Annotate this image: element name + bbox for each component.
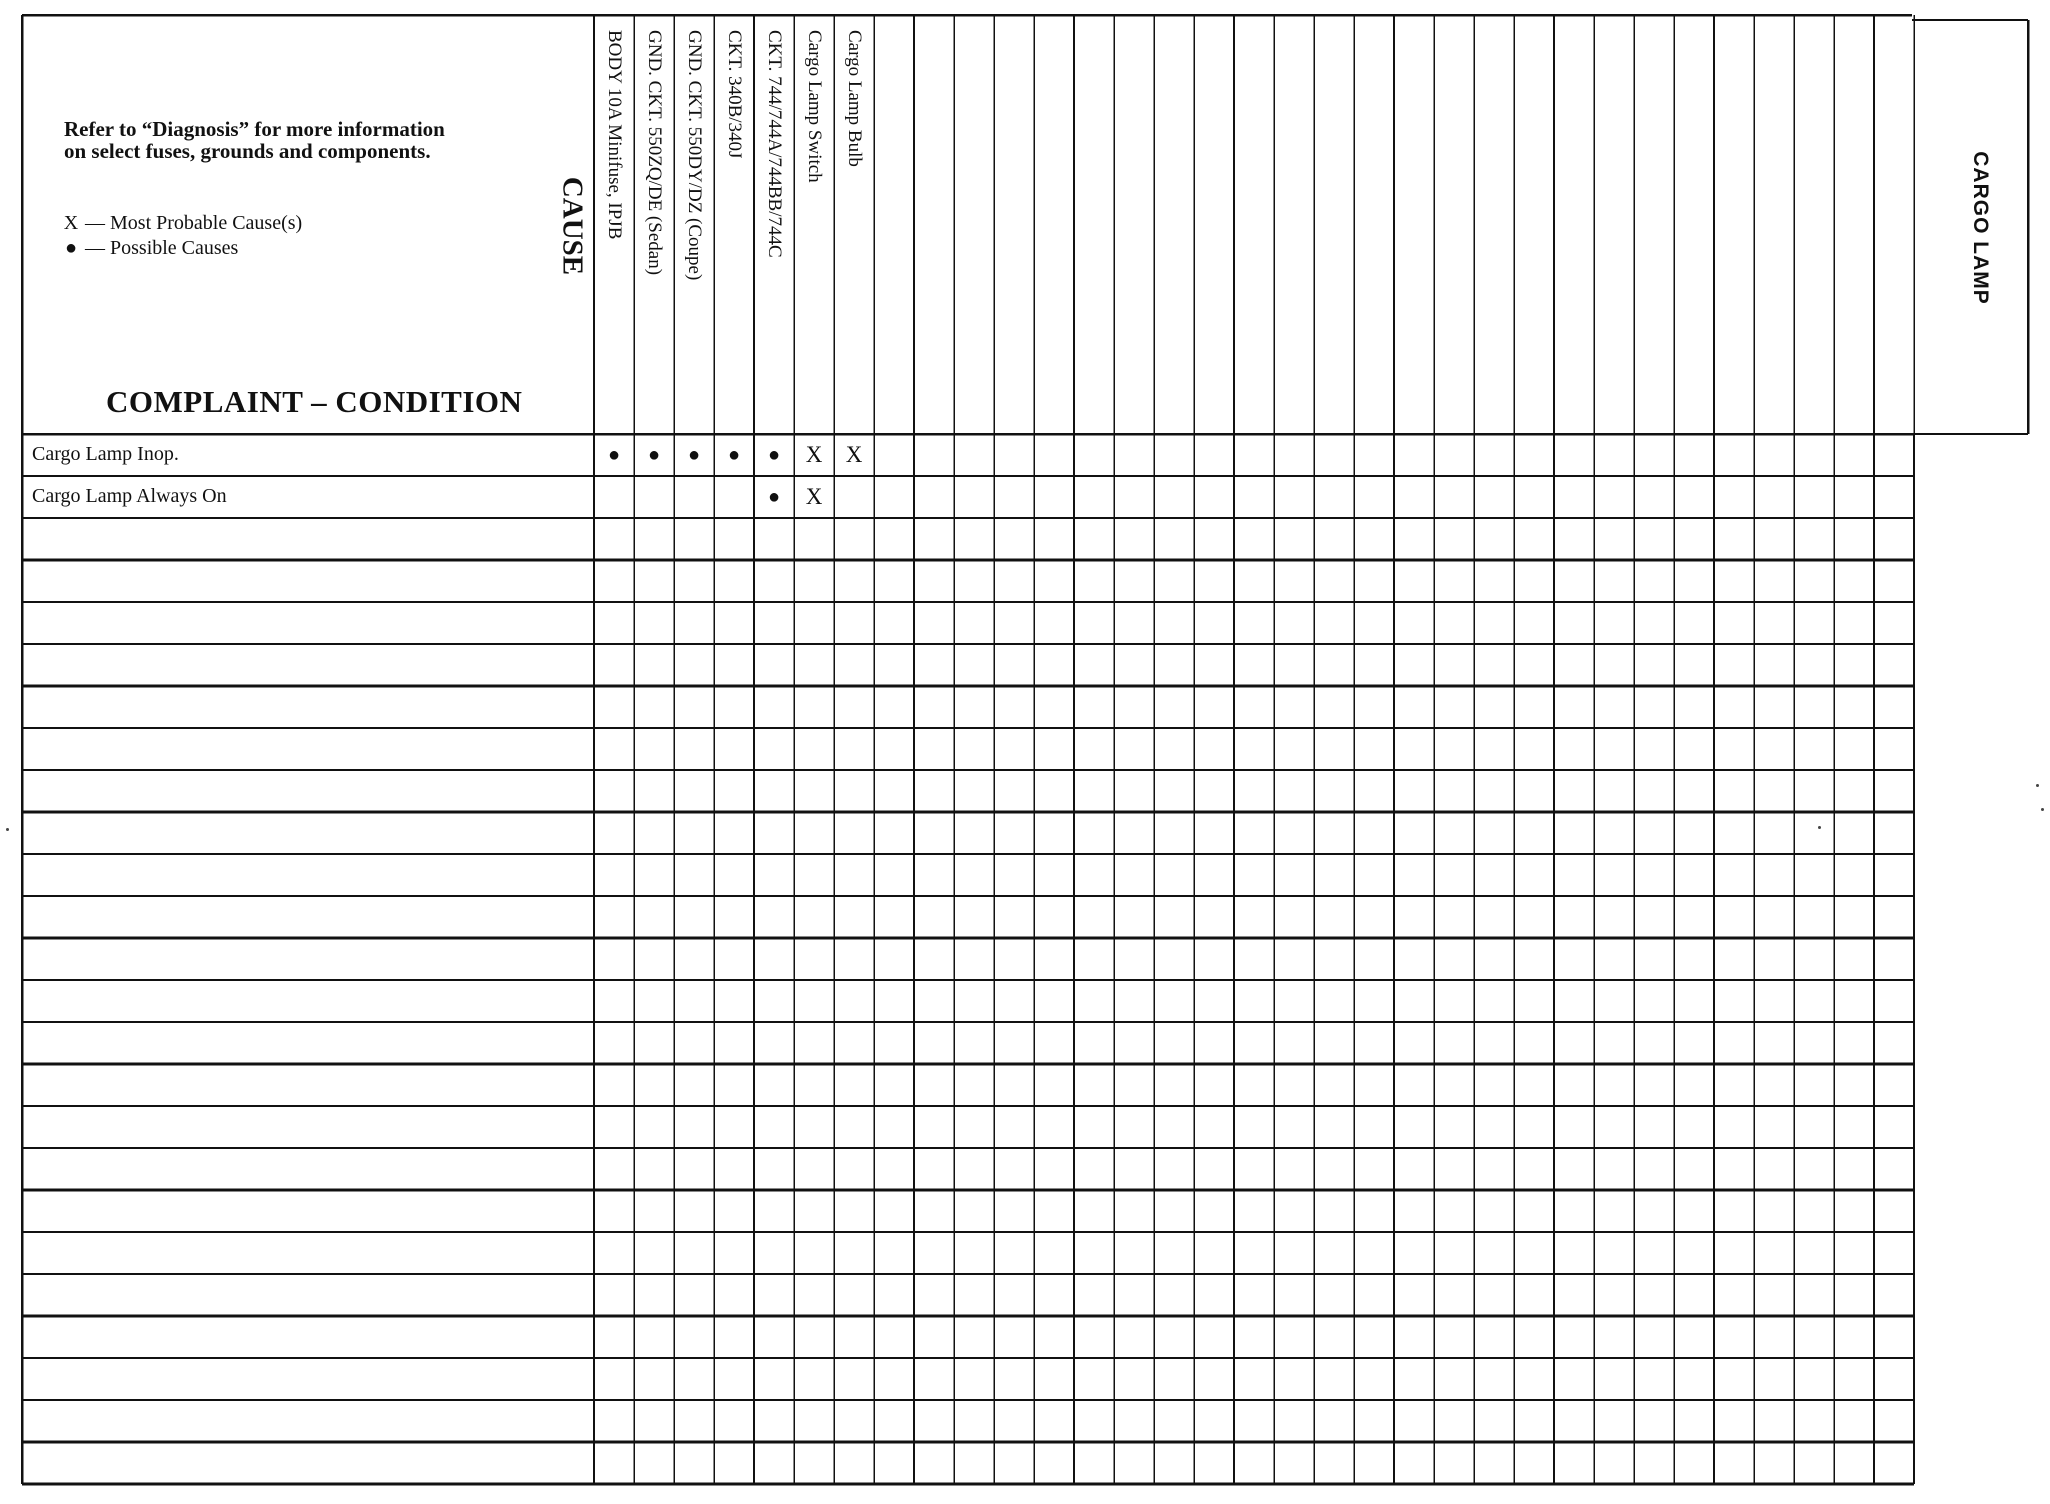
legend-instruction-line-2: on select fuses, grounds and components. [64, 139, 431, 163]
possible-cause-mark: ● [767, 444, 781, 466]
complaint-label: Cargo Lamp Always On [32, 485, 227, 507]
scan-speck [6, 828, 9, 831]
probable-cause-mark: X [805, 484, 823, 509]
legend-instruction [64, 118, 524, 162]
scan-speck [2036, 784, 2039, 787]
legend-possible [62, 237, 238, 259]
cause-heading: CAUSE [556, 176, 589, 276]
possible-cause-mark: ● [687, 444, 701, 466]
cause-column-header: Cargo Lamp Bulb [844, 30, 865, 167]
scan-speck [2041, 808, 2044, 811]
cause-column-header: CKT. 340B/340J [724, 30, 745, 159]
legend-most-probable [62, 212, 302, 234]
possible-cause-mark: ● [647, 444, 661, 466]
possible-cause-mark: ● [727, 444, 741, 466]
probable-cause-mark: X [805, 442, 823, 467]
possible-cause-mark: ● [767, 486, 781, 508]
cause-column-header: Cargo Lamp Switch [804, 30, 825, 183]
legend-most-probable-text: — Most Probable Cause(s) [85, 212, 303, 234]
x-mark-icon: X [63, 212, 79, 234]
side-title: CARGO LAMP [1969, 151, 1992, 305]
complaint-label: Cargo Lamp Inop. [32, 443, 179, 465]
cause-column-header: BODY 10A Minifuse, IPJB [604, 30, 625, 240]
legend-possible-text: — Possible Causes [85, 237, 239, 259]
possible-cause-mark: ● [607, 444, 621, 466]
legend-instruction-line-1: Refer to “Diagnosis” for more information [64, 117, 445, 141]
cause-column-header: CKT. 744/744A/744BB/744C [764, 30, 785, 258]
complaint-condition-heading: COMPLAINT – CONDITION [106, 384, 523, 419]
bullet-icon: ● [64, 237, 78, 259]
cause-column-header: GND. CKT. 550DY/DZ (Coupe) [684, 30, 705, 281]
cause-column-header: GND. CKT. 550ZQ/DE (Sedan) [644, 30, 665, 276]
probable-cause-mark: X [845, 442, 863, 467]
scan-speck [1818, 826, 1821, 829]
